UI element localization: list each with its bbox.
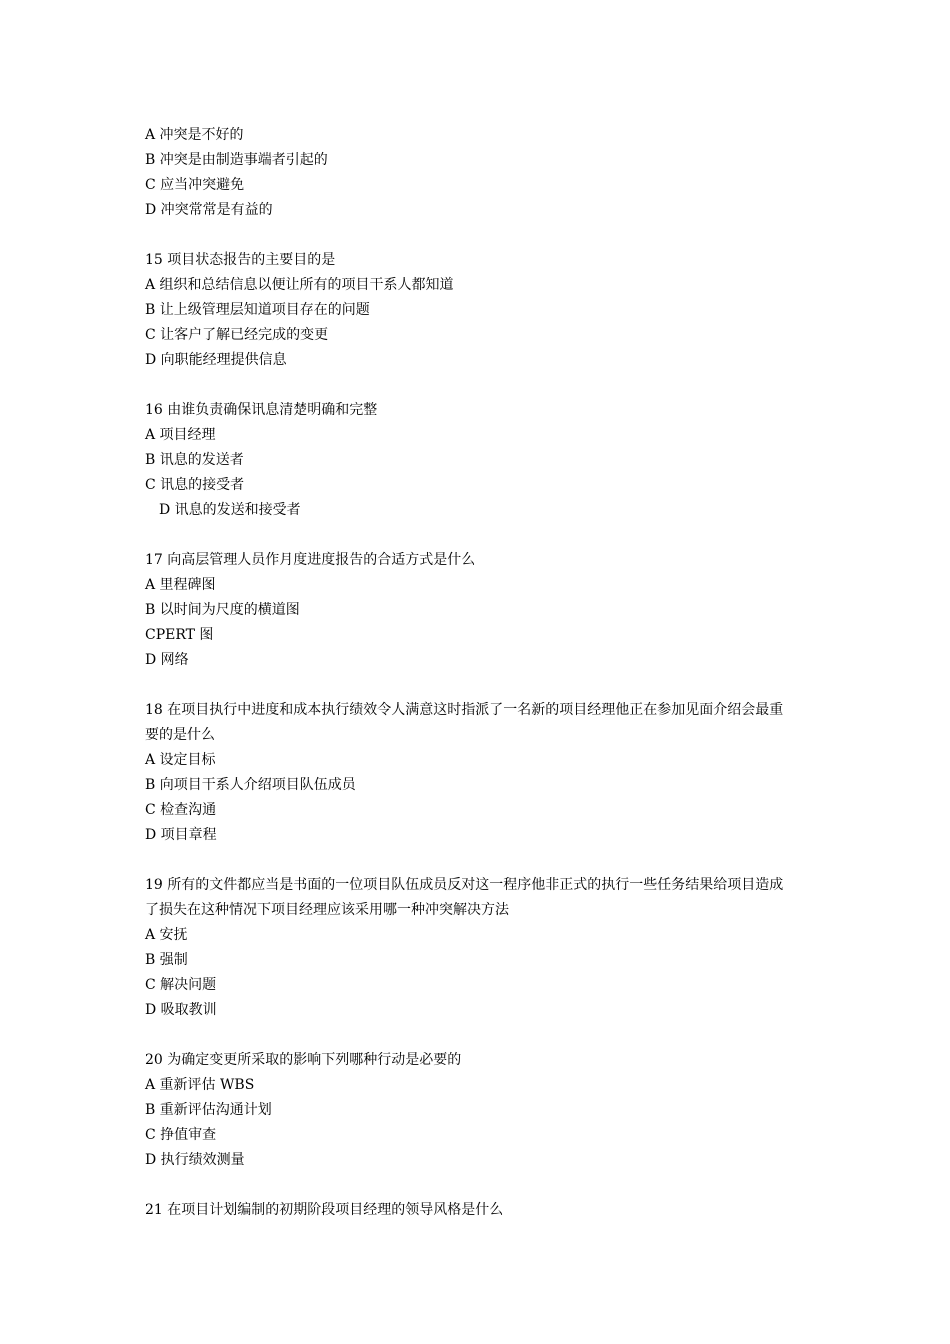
question-title: 17 向高层管理人员作月度进度报告的合适方式是什么 <box>145 552 476 568</box>
blank-line <box>145 523 825 548</box>
blank-line <box>145 848 825 873</box>
option-line: C 检查沟通 <box>145 802 217 818</box>
blank-line <box>145 1023 825 1048</box>
option-line: A 重新评估 WBS <box>145 1077 255 1093</box>
option-line: C 挣值审查 <box>145 1127 217 1143</box>
question-title: 16 由谁负责确保讯息清楚明确和完整 <box>145 402 378 418</box>
question-title: 15 项目状态报告的主要目的是 <box>145 252 336 268</box>
question-title: 21 在项目计划编制的初期阶段项目经理的领导风格是什么 <box>145 1202 504 1218</box>
blank-line <box>145 373 825 398</box>
option-line: B 向项目干系人介绍项目队伍成员 <box>145 777 356 793</box>
question-title: 18 在项目执行中进度和成本执行绩效令人满意这时指派了一名新的项目经理他正在参加见面介绍会最重 <box>145 702 784 718</box>
option-line: B 讯息的发送者 <box>145 452 244 468</box>
text-line: A 冲突是不好的 <box>145 127 244 143</box>
option-line: C 让客户了解已经完成的变更 <box>145 327 329 343</box>
option-line: B 重新评估沟通计划 <box>145 1102 272 1118</box>
option-line: CPERT 图 <box>145 627 214 643</box>
option-line: A 里程碑图 <box>145 577 216 593</box>
option-line: D 项目章程 <box>145 827 217 843</box>
question-title-cont: 了损失在这种情况下项目经理应该采用哪一种冲突解决方法 <box>145 902 509 918</box>
option-line: B 以时间为尺度的横道图 <box>145 602 300 618</box>
option-line: A 设定目标 <box>145 752 216 768</box>
document-page <box>145 123 825 1223</box>
option-line: C 解决问题 <box>145 977 217 993</box>
option-line: B 让上级管理层知道项目存在的问题 <box>145 302 370 318</box>
blank-line <box>145 1173 825 1198</box>
option-line: C 讯息的接受者 <box>145 477 245 493</box>
option-line: A 组织和总结信息以便让所有的项目干系人都知道 <box>145 277 454 293</box>
option-line: B 强制 <box>145 952 188 968</box>
option-line: D 执行绩效测量 <box>145 1152 245 1168</box>
option-line: D 网络 <box>145 652 189 668</box>
question-title: 19 所有的文件都应当是书面的一位项目队伍成员反对这一程序他非正式的执行一些任务结果给项目造成 <box>145 877 784 893</box>
option-line: A 项目经理 <box>145 427 216 443</box>
blank-line <box>145 673 825 698</box>
option-line: D 讯息的发送和接受者 <box>159 502 301 518</box>
option-line: D 向职能经理提供信息 <box>145 352 287 368</box>
text-line: D 冲突常常是有益的 <box>145 202 273 218</box>
question-title-cont: 要的是什么 <box>145 727 215 743</box>
option-line: D 吸取教训 <box>145 1002 217 1018</box>
text-line: B 冲突是由制造事端者引起的 <box>145 152 328 168</box>
blank-line <box>145 223 825 248</box>
text-line: C 应当冲突避免 <box>145 177 245 193</box>
question-title: 20 为确定变更所采取的影响下列哪种行动是必要的 <box>145 1052 462 1068</box>
option-line: A 安抚 <box>145 927 188 943</box>
